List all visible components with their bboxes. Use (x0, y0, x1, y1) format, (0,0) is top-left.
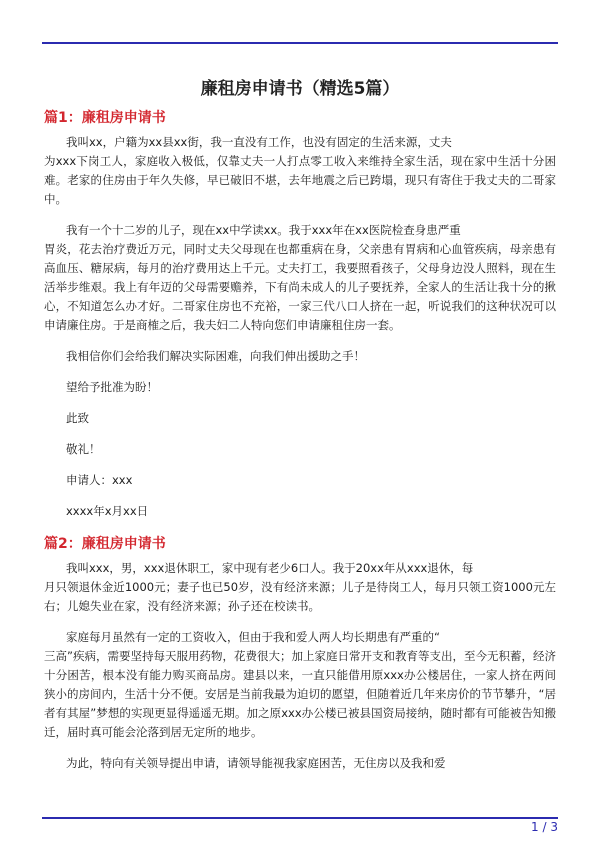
section-title: 篇1：廉租房申请书 (44, 110, 166, 126)
paragraph-text: 胃炎，花去治疗费近万元，同时丈夫父母现在也都重病在身，父亲患有胃病和心血管疾病，母亲患有高血压、糖尿病，每月的治疗费用达上千元。丈夫打工，我要照看孩子，父母身边没人照料，现在生活举步维艰。我上有年迈的父母需要赡养，下有尚未成人的儿子要抚养，全家人的生活让我十分的揪心，不知道怎么办才好。二哥家住房也不充裕，一家三代八口人挤在一起，听说我们的这种状况可以申请廉住房。于是商榷之后，我夫妇二人特向您们申请廉租住房一套。 (44, 242, 556, 332)
document-title: 廉租房申请书（精选5篇） (200, 79, 400, 99)
paragraph-text: 为xxx下岗工人，家庭收入极低，仅靠丈夫一人打点零工收入来维持全家生活，现在家中生活十分困难。老家的住房由于年久失修，早已破旧不堪，去年地震之后已跨塌，现只有寄住于我丈夫的二哥家中。 (44, 154, 556, 206)
paragraph: 为此，特向有关领导提出申请，请领导能视我家庭困苦，无住房以及我和爱 (66, 756, 446, 770)
application-date: xxxx年x月xx日 (66, 504, 149, 518)
document-body (44, 62, 556, 785)
section-title: 篇2：廉租房申请书 (44, 536, 166, 552)
paragraph-lead: 家庭每月虽然有一定的工资收入，但由于我和爱人两人均长期患有严重的“ (66, 630, 440, 644)
paragraph-lead: 我叫xx，户籍为xx县xx街，我一直没有工作，也没有固定的生活来源，丈夫 (66, 135, 452, 149)
paragraph-lead: 我有一个十二岁的儿子，现在xx中学读xx。我于xxx年在xx医院检查身患严重 (66, 223, 461, 237)
paragraph (44, 559, 556, 616)
paragraph (44, 628, 556, 742)
paragraph-lead: 我叫xxx，男，xxx退休职工，家中现有老少6口人。我于20xx年从xxx退休，每 (66, 561, 474, 575)
closing-salutation: 此致 (66, 411, 89, 425)
closing-regards: 敬礼！ (66, 442, 101, 456)
paragraph-text: 月只领退休金近1000元；妻子也已50岁，没有经济来源；儿子是待岗工人，每月只领工资1000元左右；儿媳失业在家，没有经济来源；孙子还在校读书。 (44, 580, 556, 613)
paragraph: 我相信你们会给我们解决实际困难，向我们伸出援助之手！ (66, 349, 365, 363)
applicant-signature: 申请人：xxx (66, 473, 133, 487)
page-number: 1 / 3 (531, 820, 558, 834)
header-rule (42, 42, 558, 44)
paragraph: 望给予批准为盼！ (66, 380, 158, 394)
footer-rule (42, 817, 558, 819)
paragraph (44, 221, 556, 335)
paragraph-text: 三高”疾病，需要坚持每天服用药物，花费很大；加上家庭日常开支和教育等支出，至今无积蓄，经济十分困苦，根本没有能力购买商品房。建县以来，一直只能借用原xxx办公楼居住，一家人挤在两间狭小的房间内，生活十分不便。安居是当前我最为迫切的愿望，但随着近几年来房价的节节攀升，“居者有其屋”梦想的实现更显得遥遥无期。加之原xxx办公楼已被县国资局接纳，随时都有可能被告知搬迁，届时真可能会沦落到居无定所的地步。 (44, 649, 556, 739)
paragraph (44, 133, 556, 209)
